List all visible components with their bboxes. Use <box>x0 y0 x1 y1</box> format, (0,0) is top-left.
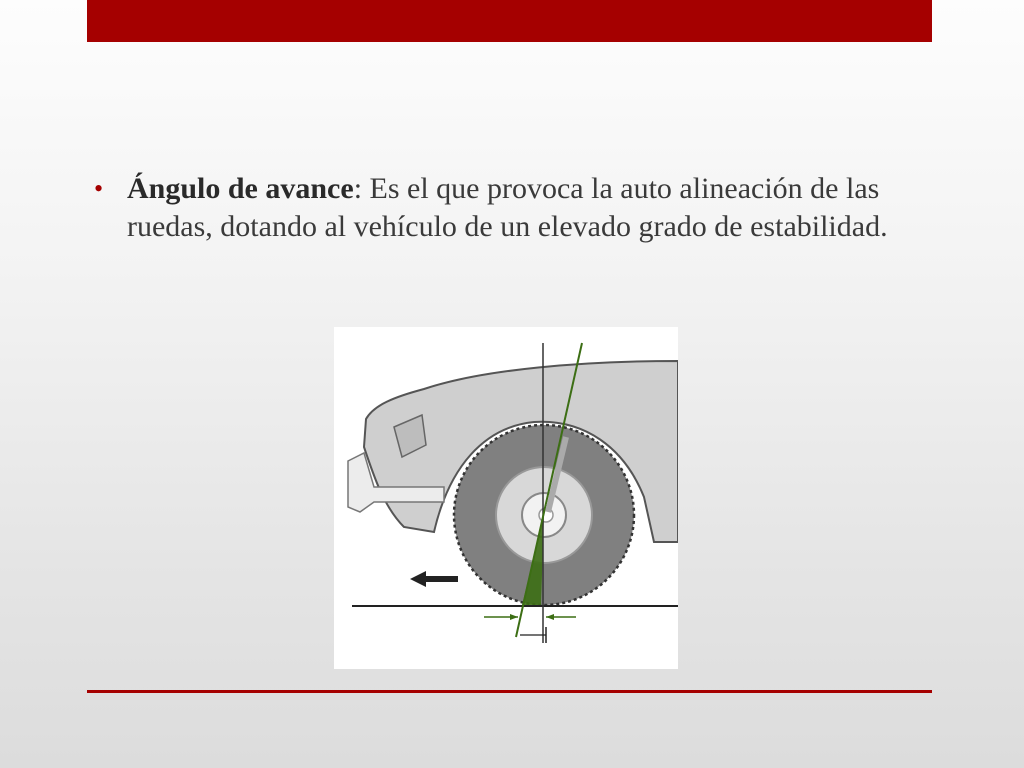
top-accent-bar <box>87 0 932 42</box>
slide-content <box>94 170 934 246</box>
bullet-icon: • <box>94 174 104 203</box>
offset-arrowhead-left <box>510 614 518 620</box>
bullet-item <box>94 170 934 246</box>
bottom-accent-rule <box>87 690 932 693</box>
definition-text: Es el que provoca la auto alineación de las ruedas, dotando al vehículo de un elevado grado de estabilidad. <box>127 172 888 243</box>
caster-diagram-svg <box>334 327 678 669</box>
bullet-text <box>127 170 934 246</box>
term-bold: Ángulo de avance <box>127 172 354 205</box>
direction-arrow-left-icon <box>410 571 458 587</box>
offset-arrowhead-right <box>546 614 554 620</box>
caster-angle-diagram <box>334 327 678 669</box>
term-separator: : <box>353 172 363 205</box>
